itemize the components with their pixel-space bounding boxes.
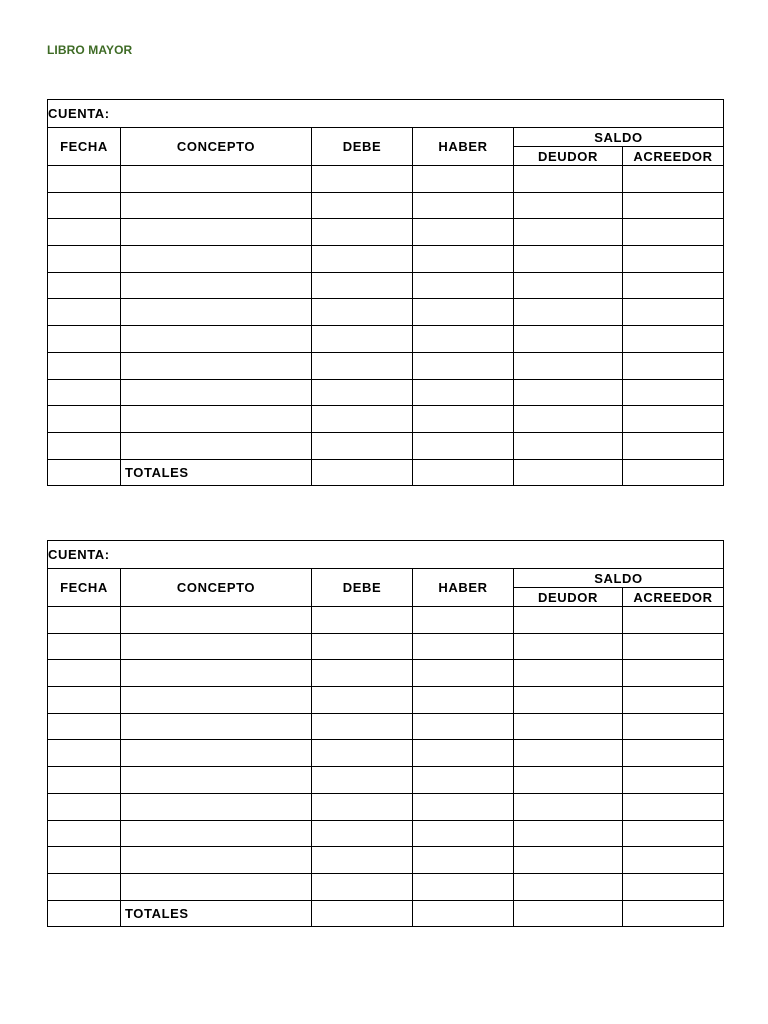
column-header-deudor: DEUDOR [514,588,623,607]
deudor-cell[interactable] [514,166,623,193]
haber-cell[interactable] [413,633,514,660]
deudor-cell[interactable] [514,379,623,406]
debe-cell[interactable] [312,767,413,794]
fecha-cell[interactable] [48,740,121,767]
concepto-cell[interactable] [121,873,312,900]
column-header-acreedor: ACREEDOR [623,588,724,607]
totals-row [48,459,724,486]
haber-cell[interactable] [413,820,514,847]
debe-cell[interactable] [312,847,413,874]
fecha-cell[interactable] [48,607,121,634]
ledger-body [48,607,724,901]
concepto-cell[interactable] [121,633,312,660]
ledger-body [48,166,724,460]
column-header-acreedor: ACREEDOR [623,147,724,166]
debe-cell[interactable] [312,272,413,299]
concepto-cell[interactable] [121,299,312,326]
deudor-cell[interactable] [514,660,623,687]
ledger-row [48,219,724,246]
fecha-cell[interactable] [48,272,121,299]
concepto-cell[interactable] [121,406,312,433]
concepto-cell[interactable] [121,192,312,219]
fecha-cell[interactable] [48,793,121,820]
debe-cell[interactable] [312,326,413,353]
fecha-cell[interactable] [48,687,121,714]
totals-haber-cell[interactable] [413,459,514,486]
debe-cell[interactable] [312,432,413,459]
ledger-row [48,793,724,820]
account-field[interactable]: CUENTA: [48,100,724,128]
debe-cell[interactable] [312,820,413,847]
acreedor-cell[interactable] [623,687,724,714]
acreedor-cell[interactable] [623,713,724,740]
fecha-cell[interactable] [48,660,121,687]
haber-cell[interactable] [413,299,514,326]
acreedor-cell[interactable] [623,660,724,687]
concepto-cell[interactable] [121,820,312,847]
haber-cell[interactable] [413,660,514,687]
fecha-cell[interactable] [48,326,121,353]
column-header-debe: DEBE [312,128,413,166]
totals-label: TOTALES [121,900,312,927]
concepto-cell[interactable] [121,166,312,193]
concepto-cell[interactable] [121,379,312,406]
column-header-haber: HABER [413,128,514,166]
deudor-cell[interactable] [514,352,623,379]
acreedor-cell[interactable] [623,379,724,406]
account-field[interactable]: CUENTA: [48,541,724,569]
debe-cell[interactable] [312,219,413,246]
column-header-saldo: SALDO [514,569,724,588]
haber-cell[interactable] [413,607,514,634]
debe-cell[interactable] [312,660,413,687]
totals-fecha-cell[interactable] [48,900,121,927]
ledger-table-2 [47,540,724,927]
fecha-cell[interactable] [48,192,121,219]
ledger-table-1 [47,99,724,486]
haber-cell[interactable] [413,432,514,459]
acreedor-cell[interactable] [623,847,724,874]
debe-cell[interactable] [312,687,413,714]
concepto-cell[interactable] [121,793,312,820]
acreedor-cell[interactable] [623,219,724,246]
haber-cell[interactable] [413,793,514,820]
fecha-cell[interactable] [48,352,121,379]
haber-cell[interactable] [413,847,514,874]
deudor-cell[interactable] [514,633,623,660]
haber-cell[interactable] [413,406,514,433]
deudor-cell[interactable] [514,246,623,273]
fecha-cell[interactable] [48,713,121,740]
debe-cell[interactable] [312,713,413,740]
deudor-cell[interactable] [514,299,623,326]
acreedor-cell[interactable] [623,246,724,273]
deudor-cell[interactable] [514,607,623,634]
deudor-cell[interactable] [514,326,623,353]
deudor-cell[interactable] [514,219,623,246]
deudor-cell[interactable] [514,192,623,219]
ledger-row [48,847,724,874]
document-title: LIBRO MAYOR [47,43,133,57]
ledger-row [48,660,724,687]
acreedor-cell[interactable] [623,192,724,219]
acreedor-cell[interactable] [623,793,724,820]
totals-debe-cell[interactable] [312,459,413,486]
debe-cell[interactable] [312,166,413,193]
ledger-row [48,740,724,767]
concepto-cell[interactable] [121,272,312,299]
deudor-cell[interactable] [514,272,623,299]
ledger-row [48,352,724,379]
deudor-cell[interactable] [514,793,623,820]
totals-deudor-cell[interactable] [514,459,623,486]
acreedor-cell[interactable] [623,326,724,353]
debe-cell[interactable] [312,406,413,433]
acreedor-cell[interactable] [623,607,724,634]
haber-cell[interactable] [413,740,514,767]
debe-cell[interactable] [312,352,413,379]
ledger-row [48,192,724,219]
haber-cell[interactable] [413,246,514,273]
acreedor-cell[interactable] [623,633,724,660]
acreedor-cell[interactable] [623,352,724,379]
column-header-fecha: FECHA [48,569,121,607]
concepto-cell[interactable] [121,740,312,767]
concepto-cell[interactable] [121,847,312,874]
fecha-cell[interactable] [48,873,121,900]
fecha-cell[interactable] [48,299,121,326]
fecha-cell[interactable] [48,633,121,660]
deudor-cell[interactable] [514,847,623,874]
debe-cell[interactable] [312,873,413,900]
deudor-cell[interactable] [514,820,623,847]
ledger-row [48,379,724,406]
haber-cell[interactable] [413,272,514,299]
fecha-cell[interactable] [48,767,121,794]
concepto-cell[interactable] [121,607,312,634]
ledger-row [48,687,724,714]
fecha-cell[interactable] [48,406,121,433]
fecha-cell[interactable] [48,379,121,406]
ledger-row [48,406,724,433]
ledger-row [48,326,724,353]
debe-cell[interactable] [312,607,413,634]
ledger-row [48,299,724,326]
concepto-cell[interactable] [121,352,312,379]
ledger-row [48,873,724,900]
haber-cell[interactable] [413,767,514,794]
acreedor-cell[interactable] [623,166,724,193]
acreedor-cell[interactable] [623,406,724,433]
deudor-cell[interactable] [514,767,623,794]
concepto-cell[interactable] [121,432,312,459]
debe-cell[interactable] [312,633,413,660]
haber-cell[interactable] [413,166,514,193]
haber-cell[interactable] [413,873,514,900]
concepto-cell[interactable] [121,713,312,740]
debe-cell[interactable] [312,192,413,219]
ledger-row [48,633,724,660]
ledger-row [48,272,724,299]
deudor-cell[interactable] [514,713,623,740]
haber-cell[interactable] [413,713,514,740]
deudor-cell[interactable] [514,432,623,459]
totals-deudor-cell[interactable] [514,900,623,927]
column-header-saldo: SALDO [514,128,724,147]
totals-acreedor-cell[interactable] [623,900,724,927]
totals-debe-cell[interactable] [312,900,413,927]
column-header-haber: HABER [413,569,514,607]
ledger-row [48,166,724,193]
fecha-cell[interactable] [48,246,121,273]
haber-cell[interactable] [413,219,514,246]
acreedor-cell[interactable] [623,272,724,299]
concepto-cell[interactable] [121,219,312,246]
ledger-row [48,246,724,273]
deudor-cell[interactable] [514,687,623,714]
totals-label: TOTALES [121,459,312,486]
totals-haber-cell[interactable] [413,900,514,927]
column-header-concepto: CONCEPTO [121,128,312,166]
ledger-row [48,607,724,634]
column-header-concepto: CONCEPTO [121,569,312,607]
totals-row [48,900,724,927]
acreedor-cell[interactable] [623,820,724,847]
haber-cell[interactable] [413,352,514,379]
debe-cell[interactable] [312,246,413,273]
haber-cell[interactable] [413,379,514,406]
haber-cell[interactable] [413,326,514,353]
fecha-cell[interactable] [48,820,121,847]
ledger-row [48,713,724,740]
ledger-row [48,767,724,794]
concepto-cell[interactable] [121,246,312,273]
fecha-cell[interactable] [48,847,121,874]
totals-acreedor-cell[interactable] [623,459,724,486]
concepto-cell[interactable] [121,687,312,714]
haber-cell[interactable] [413,687,514,714]
column-header-deudor: DEUDOR [514,147,623,166]
acreedor-cell[interactable] [623,432,724,459]
column-header-fecha: FECHA [48,128,121,166]
fecha-cell[interactable] [48,219,121,246]
deudor-cell[interactable] [514,406,623,433]
deudor-cell[interactable] [514,740,623,767]
concepto-cell[interactable] [121,767,312,794]
deudor-cell[interactable] [514,873,623,900]
totals-fecha-cell[interactable] [48,459,121,486]
debe-cell[interactable] [312,379,413,406]
fecha-cell[interactable] [48,166,121,193]
fecha-cell[interactable] [48,432,121,459]
ledger-row [48,432,724,459]
concepto-cell[interactable] [121,660,312,687]
debe-cell[interactable] [312,793,413,820]
acreedor-cell[interactable] [623,740,724,767]
acreedor-cell[interactable] [623,299,724,326]
acreedor-cell[interactable] [623,767,724,794]
haber-cell[interactable] [413,192,514,219]
acreedor-cell[interactable] [623,873,724,900]
debe-cell[interactable] [312,299,413,326]
column-header-debe: DEBE [312,569,413,607]
ledger-row [48,820,724,847]
concepto-cell[interactable] [121,326,312,353]
debe-cell[interactable] [312,740,413,767]
